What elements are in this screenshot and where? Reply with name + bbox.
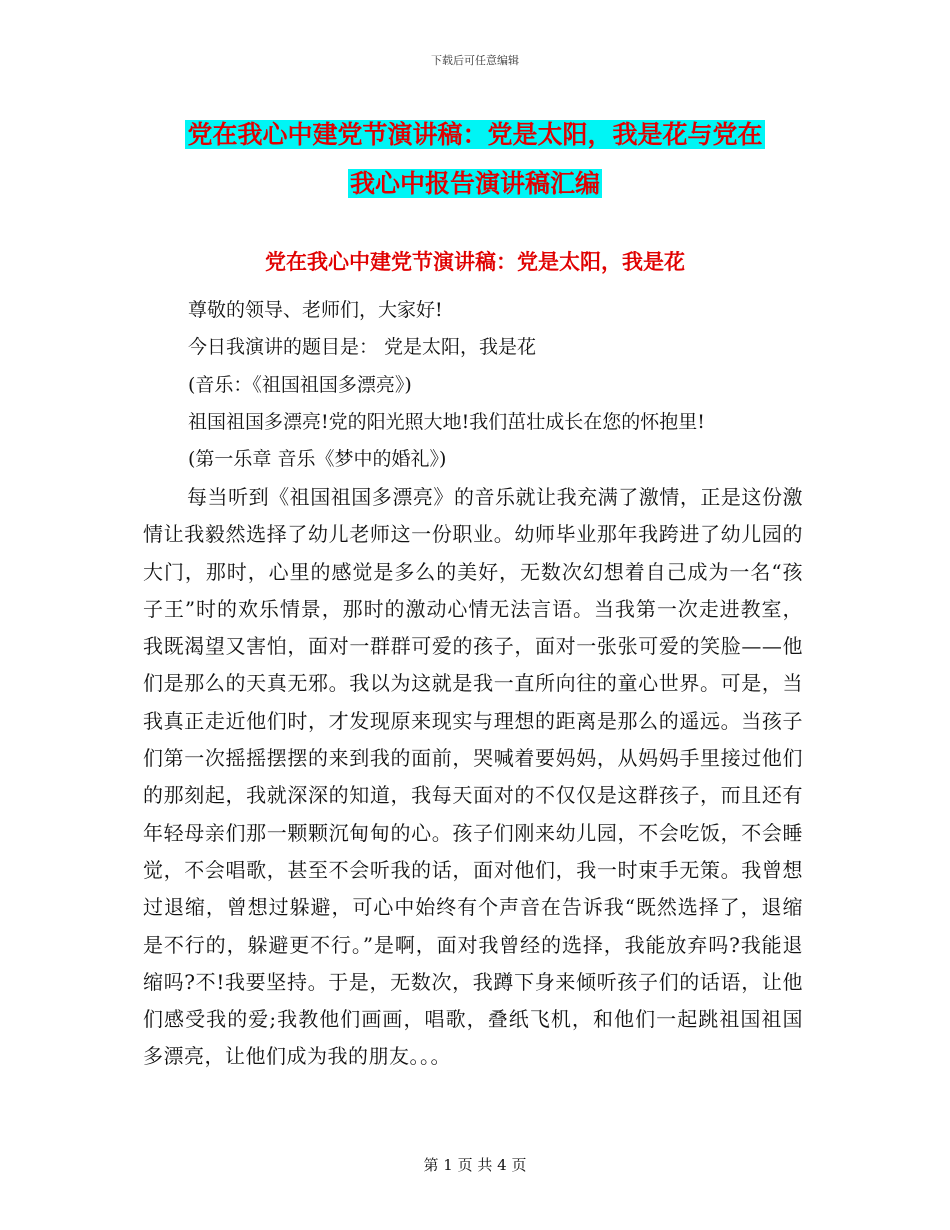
greeting-line: 尊敬的领导、老师们，大家好!: [188, 299, 443, 321]
title-line-2: 我心中报告演讲稿汇编: [349, 169, 600, 198]
chant-line: 祖国祖国多漂亮!党的阳光照大地!我们茁壮成长在您的怀抱里!: [188, 410, 705, 433]
music-note-line: (音乐：《祖国祖国多漂亮》): [188, 373, 412, 396]
section-title: 党在我心中建党节演讲稿：党是太阳，我是花: [265, 250, 685, 274]
intro-lines: [188, 292, 828, 478]
body-paragraph: 每当听到《祖国祖国多漂亮》的音乐就让我充满了激情，正是这份激情让我毅然选择了幼儿老师这一份职业。幼师毕业那年我跨进了幼儿园的大门，那时，心里的感觉是多么的美好，无数次幻想着自己成为一名“孩子王”时的欢乐情景，那时的激动心情无法言语。当我第一次走进教室，我既渴望又害怕，面对一群群可爱的孩子，面对一张张可爱的笑脸——他们是那么的天真无邪。我以为这就是我一直所向往的童心世界。可是，当我真正走近他们时，才发现原来现实与理想的距离是那么的遥远。当孩子们第一次摇摇摆摆的来到我的面前，哭喊着要妈妈，从妈妈手里接过他们的那刻起，我就深深的知道，我每天面对的不仅仅是这群孩子，而且还有年轻母亲们那一颗颗沉甸甸的心。孩子们刚来幼儿园，不会吃饭，不会睡觉，不会唱歌，甚至不会听我的话，面对他们，我一时束手无策。我曾想过退缩，曾想过躲避，可心中始终有个声音在告诉我“既然选择了，退缩是不行的，躲避更不行。”是啊，面对我曾经的选择，我能放弃吗?我能退缩吗?不!我要坚持。于是，无数次，我蹲下身来倾听孩子们的话语，让他们感受我的爱;我教他们画画，唱歌，叠纸飞机，和他们一起跳祖国祖国多漂亮，让他们成为我的朋友。。。: [143, 485, 803, 1069]
page-footer: 第 1 页 共 4 页: [423, 1156, 527, 1174]
title-line-1: 党在我心中建党节演讲稿：党是太阳，我是花与党在: [187, 120, 763, 149]
topic-line: 今日我演讲的题目是： 党是太阳，我是花: [188, 336, 537, 359]
movement-line: (第一乐章 音乐《梦中的婚礼》): [188, 448, 447, 471]
header-note: 下载后可任意编辑: [431, 54, 519, 67]
document-title: [0, 110, 950, 208]
